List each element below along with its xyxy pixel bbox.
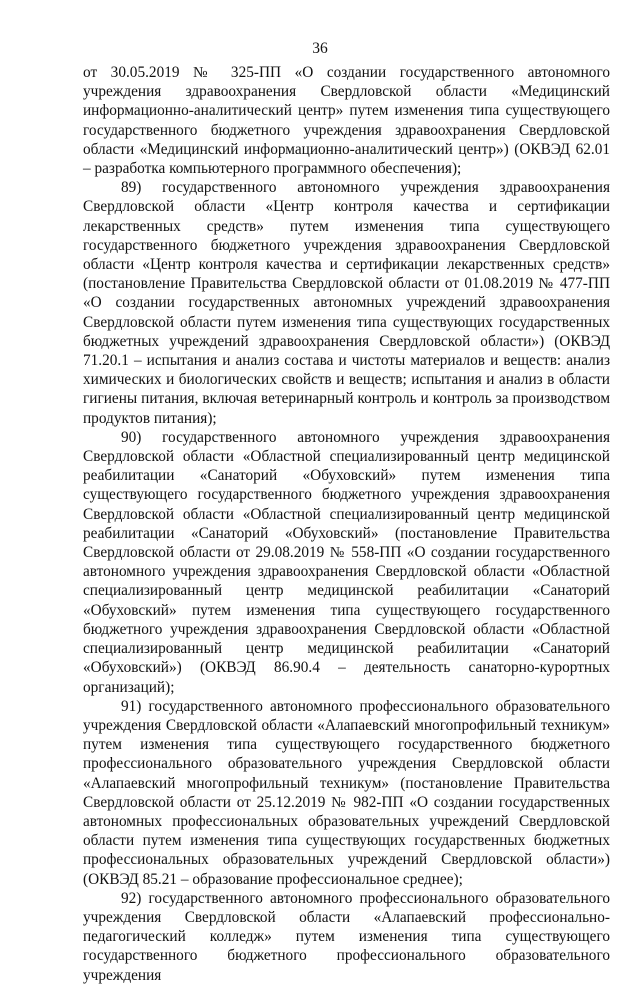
list-item-92: 92) государственного автономного профессионального образовательного учреждения Свердловской области «Алапаевский профессионально-педагогический колледж» путем изменения типа существующего государственного бюджетного профессионального образовательного учреждения	[83, 889, 610, 984]
list-item-89: 89) государственного автономного учреждения здравоохранения Свердловской области «Центр контроля качества и сертификации лекарственных средств» путем изменения типа существующего государственного бюджетного учреждения здравоохранения Свердловской области «Центр контроля качества и сертификации лекарственных средств» (постановление Правительства Свердловской области от 01.08.2019 № 477-ПП «О создании государственных автономных учреждений здравоохранения Свердловской области путем изменения типа существующих государственных бюджетных учреждений здравоохранения Свердловской области») (ОКВЭД 71.20.1 – испытания и анализ состава и чистоты материалов и веществ: анализ химических и биологических свойств и веществ; испытания и анализ в области гигиены питания, включая ветеринарный контроль и контроль за производством продуктов питания);	[83, 179, 610, 427]
list-item-91: 91) государственного автономного профессионального образовательного учреждения Свердловской области «Алапаевский многопрофильный техникум» путем изменения типа существующего государственного бюджетного профессионального образовательного учреждения Свердловской области «Алапаевский многопрофильный техникум» (постановление Правительства Свердловской области от 25.12.2019 № 982-ПП «О создании государственных автономных профессиональных образовательных учреждений Свердловской области путем изменения типа существующих государственных бюджетных профессиональных образовательных учреждений Свердловской области») (ОКВЭД 85.21 – образование профессиональное среднее);	[83, 697, 610, 888]
list-item-90: 90) государственного автономного учреждения здравоохранения Свердловской области «Областной специализированный центр медицинской реабилитации «Санаторий «Обуховский» путем изменения типа существующего государственного бюджетного учреждения здравоохранения Свердловской области «Областной специализированный центр медицинской реабилитации «Санаторий «Обуховский» (постановление Правительства Свердловской области от 29.08.2019 № 558-ПП «О создании государственного автономного учреждения здравоохранения Свердловской области «Областной специализированный центр медицинской реабилитации «Санаторий «Обуховский» путем изменения типа существующего государственного бюджетного учреждения здравоохранения Свердловской области «Областной специализированный центр медицинской реабилитации «Санаторий «Обуховский») (ОКВЭД 86.90.4 – деятельность санаторно-курортных организаций);	[83, 428, 610, 696]
paragraph-continuation: от 30.05.2019 № 325-ПП «О создании государственного автономного учреждения здравоохранения Свердловской области «Медицинский информационно-аналитический центр» путем изменения типа существующего государственного бюджетного учреждения здравоохранения Свердловской области «Медицинский информационно-аналитический центр») (ОКВЭД 62.01 – разработка компьютерного программного обеспечения);	[83, 64, 610, 178]
document-body	[83, 63, 610, 985]
page-number: 36	[312, 40, 328, 57]
